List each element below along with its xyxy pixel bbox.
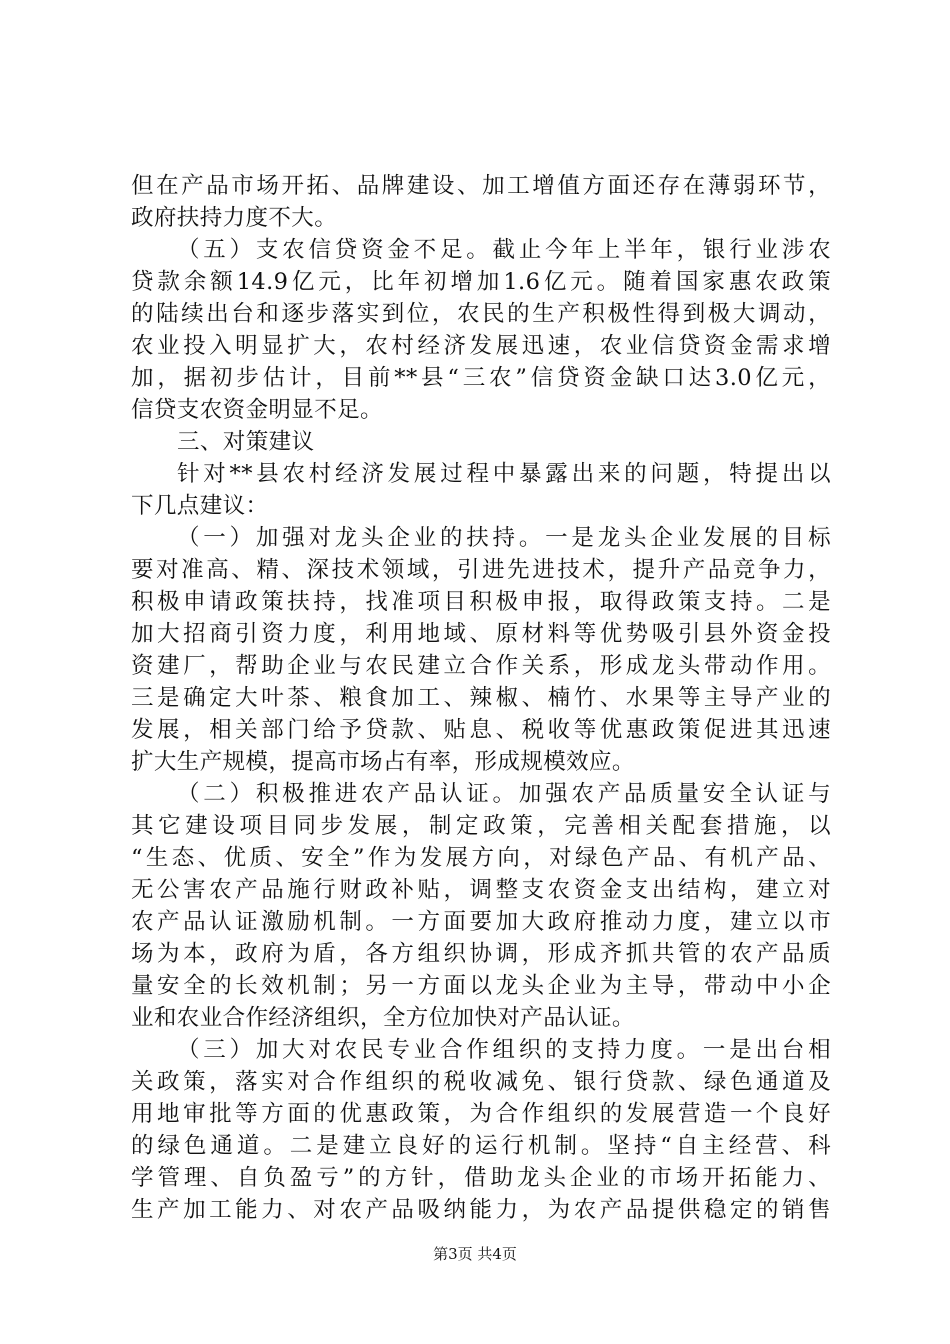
section-heading: 三、对策建议 — [177, 429, 315, 455]
text-line: 积极申请政策扶持，找准项目积极申报，取得政策支持。二是 — [131, 589, 831, 615]
text-line: 要对准高、精、深技术领域，引进先进技术，提升产品竞争力， — [131, 557, 831, 583]
text-line: 加，据初步估计，目前**县“三农”信贷资金缺口达3.0亿元， — [131, 365, 831, 391]
text-line: 量安全的长效机制；另一方面以龙头企业为主导，带动中小企 — [131, 973, 831, 999]
document-body — [131, 170, 831, 1226]
text-line: 下几点建议： — [131, 493, 269, 519]
text-line: 发展，相关部门给予贷款、贴息、税收等优惠政策促进其迅速 — [131, 717, 831, 743]
text-line: 业和农业合作经济组织，全方位加快对产品认证。 — [131, 1005, 635, 1031]
text-line: 但在产品市场开拓、品牌建设、加工增值方面还存在薄弱环节， — [131, 173, 831, 199]
text-line: 信贷支农资金明显不足。 — [131, 397, 383, 423]
text-line: 农产品认证激励机制。一方面要加大政府推动力度，建立以市 — [131, 909, 831, 935]
text-line: 的绿色通道。二是建立良好的运行机制。坚持“自主经营、科 — [131, 1133, 831, 1159]
text-line: 加大招商引资力度，利用地域、原材料等优势吸引县外资金投 — [131, 621, 831, 647]
text-line: 针对**县农村经济发展过程中暴露出来的问题，特提出以 — [177, 461, 831, 487]
text-line: 农业投入明显扩大，农村经济发展迅速，农业信贷资金需求增 — [131, 333, 831, 359]
text-line: 关政策，落实对合作组织的税收减免、银行贷款、绿色通道及 — [131, 1069, 831, 1095]
text-line: （二）积极推进农产品认证。加强农产品质量安全认证与 — [177, 781, 831, 807]
text-line: 场为本，政府为盾，各方组织协调，形成齐抓共管的农产品质 — [131, 941, 831, 967]
text-line: （一）加强对龙头企业的扶持。一是龙头企业发展的目标 — [177, 525, 831, 551]
text-line: （三）加大对农民专业合作组织的支持力度。一是出台相 — [177, 1037, 831, 1063]
text-line: 用地审批等方面的优惠政策，为合作组织的发展营造一个良好 — [131, 1101, 831, 1127]
text-line: 生产加工能力、对农产品吸纳能力，为农产品提供稳定的销售 — [131, 1197, 831, 1223]
text-line: 三是确定大叶茶、粮食加工、辣椒、楠竹、水果等主导产业的 — [131, 685, 831, 711]
text-line: “生态、优质、安全”作为发展方向，对绿色产品、有机产品、 — [131, 845, 831, 871]
text-line: 的陆续出台和逐步落实到位，农民的生产积极性得到极大调动， — [131, 301, 831, 327]
text-line: 无公害农产品施行财政补贴，调整支农资金支出结构，建立对 — [131, 877, 831, 903]
text-line: 其它建设项目同步发展，制定政策，完善相关配套措施，以 — [131, 813, 831, 839]
text-line: 贷款余额14.9亿元，比年初增加1.6亿元。随着国家惠农政策 — [131, 269, 831, 295]
text-line: 资建厂，帮助企业与农民建立合作关系，形成龙头带动作用。 — [131, 653, 831, 679]
page-number-footer: 第3页 共4页 — [433, 1245, 517, 1263]
text-line: 政府扶持力度不大。 — [131, 205, 338, 231]
text-line: （五）支农信贷资金不足。截止今年上半年，银行业涉农 — [177, 237, 831, 263]
text-line: 学管理、自负盈亏”的方针，借助龙头企业的市场开拓能力、 — [131, 1165, 831, 1191]
text-line: 扩大生产规模，提高市场占有率，形成规模效应。 — [131, 749, 635, 775]
